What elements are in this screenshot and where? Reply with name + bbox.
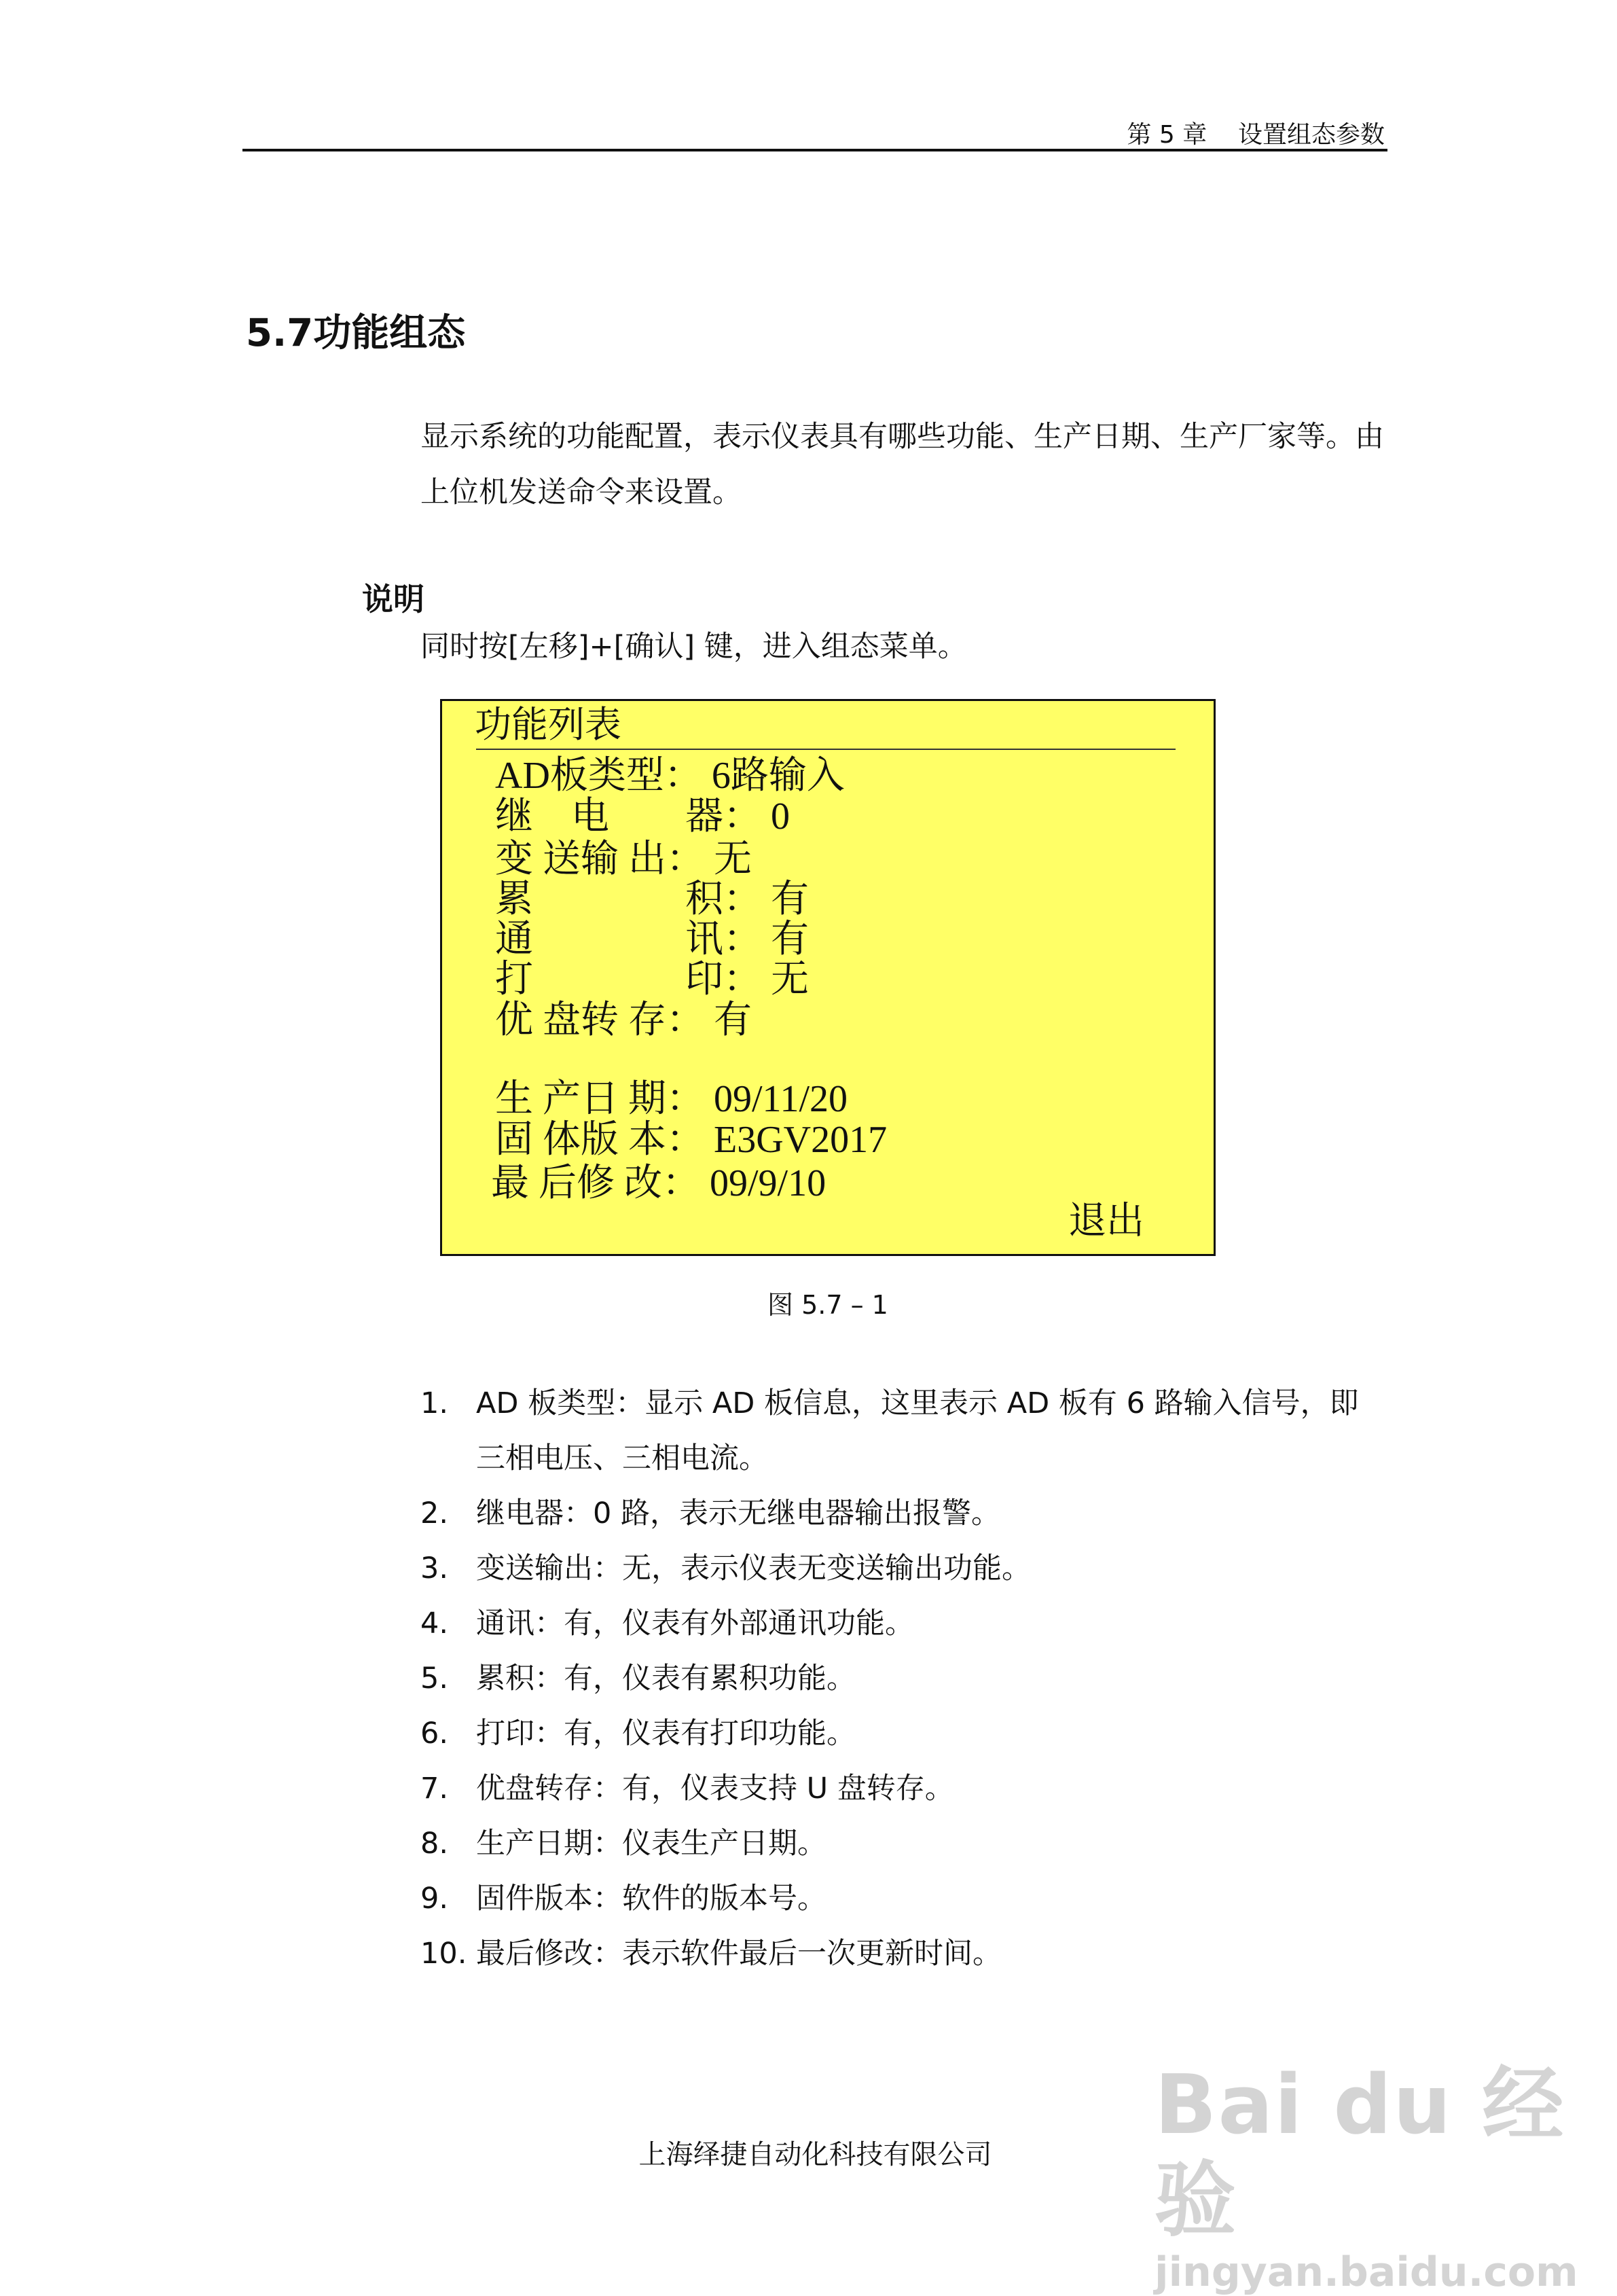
screen-row	[495, 1119, 887, 1160]
header-chapter: 第 5 章	[1127, 121, 1207, 149]
list-item	[420, 1541, 1392, 1596]
list-item	[420, 1761, 1392, 1816]
intro-paragraph: 显示系统的功能配置，表示仪表具有哪些功能、生产日期、生产厂家等。由上位机发送命令来设置。	[420, 420, 1384, 509]
watermark-url: jingyan.baidu.com	[1155, 2248, 1578, 2296]
baidu-jingyan-watermark	[1155, 2058, 1617, 2296]
list-text: 最后修改：表示软件最后一次更新时间。	[476, 1937, 1002, 1971]
row-label: 生 产日 期：	[495, 1078, 704, 1120]
intro-section	[362, 409, 1394, 667]
row-value: 有	[771, 918, 809, 961]
list-number: 5.	[420, 1662, 449, 1696]
list-item	[420, 1651, 1392, 1706]
row-label: 最 后修 改：	[491, 1162, 700, 1204]
list-text: AD 板类型：显示 AD 板信息，这里表示 AD 板有 6 路输入信号，即三相电压、三相电流。	[476, 1386, 1359, 1475]
note-text: 同时按[左移]+[确认] 键，进入组态菜单。	[420, 630, 967, 664]
note-heading: 说明	[362, 581, 424, 617]
list-text: 生产日期：仪表生产日期。	[476, 1827, 826, 1861]
row-value: 09/9/10	[710, 1162, 826, 1204]
function-list-screen	[440, 699, 1216, 1256]
screen-row	[495, 1000, 752, 1041]
screen-row	[495, 796, 790, 837]
screen-row	[491, 1163, 826, 1204]
exit-button[interactable]: 退出	[1068, 1200, 1144, 1242]
screen-row	[495, 1079, 848, 1119]
row-value: E3GV2017	[714, 1119, 888, 1161]
list-item	[420, 1706, 1392, 1761]
screen-row	[495, 879, 809, 920]
screen-title-rule	[476, 749, 1176, 750]
screen-title: 功能列表	[475, 704, 621, 745]
row-value: 09/11/20	[714, 1078, 848, 1120]
row-value: 有	[714, 999, 752, 1041]
row-value: 6路输入	[711, 755, 845, 797]
list-number: 2.	[420, 1496, 449, 1530]
list-item	[420, 1376, 1392, 1486]
list-number: 8.	[420, 1827, 449, 1861]
row-label: 固 体版 本：	[495, 1119, 704, 1161]
screen-row	[495, 959, 809, 1000]
list-text: 变送输出：无，表示仪表无变送输出功能。	[476, 1551, 1031, 1585]
list-number: 10.	[420, 1937, 467, 1971]
running-header	[1127, 115, 1385, 150]
row-value: 无	[771, 958, 809, 1001]
list-number: 7.	[420, 1772, 449, 1806]
list-text: 通讯：有，仪表有外部通讯功能。	[476, 1607, 914, 1640]
list-text: 固件版本：软件的版本号。	[476, 1882, 826, 1916]
list-item	[420, 1816, 1392, 1871]
list-item	[420, 1486, 1392, 1541]
row-label: AD板类型：	[495, 755, 702, 797]
explanation-list	[420, 1376, 1392, 1981]
screen-row	[495, 919, 809, 960]
list-item	[420, 1871, 1392, 1926]
list-text: 累积：有，仪表有累积功能。	[476, 1662, 856, 1696]
page-footer: 上海绎捷自动化科技有限公司	[638, 2139, 992, 2170]
row-label: 通 讯：	[495, 918, 761, 961]
screen-row	[495, 839, 752, 880]
row-label: 累 积：	[495, 878, 761, 920]
list-item	[420, 1926, 1392, 1981]
list-text: 优盘转存：有，仪表支持 U 盘转存。	[476, 1772, 954, 1806]
row-value: 无	[714, 838, 752, 880]
watermark-logo: Bai du 经验	[1155, 2058, 1565, 2248]
header-rule	[242, 149, 1387, 151]
screen-row	[495, 755, 845, 796]
list-number: 1.	[420, 1386, 449, 1420]
section-title: 5.7功能组态	[246, 311, 466, 355]
row-value: 有	[771, 878, 809, 920]
list-item	[420, 1596, 1392, 1651]
row-value: 0	[771, 795, 790, 838]
row-label: 变 送输 出：	[495, 838, 704, 880]
row-label: 继 电 器：	[495, 795, 761, 838]
list-text: 继电器：0 路，表示无继电器输出报警。	[476, 1496, 1001, 1530]
row-label: 优 盘转 存：	[495, 999, 704, 1041]
figure-caption: 图 5.7 – 1	[767, 1290, 888, 1320]
list-number: 9.	[420, 1882, 449, 1916]
list-number: 4.	[420, 1607, 449, 1640]
list-number: 6.	[420, 1717, 449, 1751]
list-text: 打印：有，仪表有打印功能。	[476, 1717, 856, 1751]
list-number: 3.	[420, 1551, 449, 1585]
header-section: 设置组态参数	[1237, 121, 1385, 149]
row-label: 打 印：	[495, 958, 761, 1001]
